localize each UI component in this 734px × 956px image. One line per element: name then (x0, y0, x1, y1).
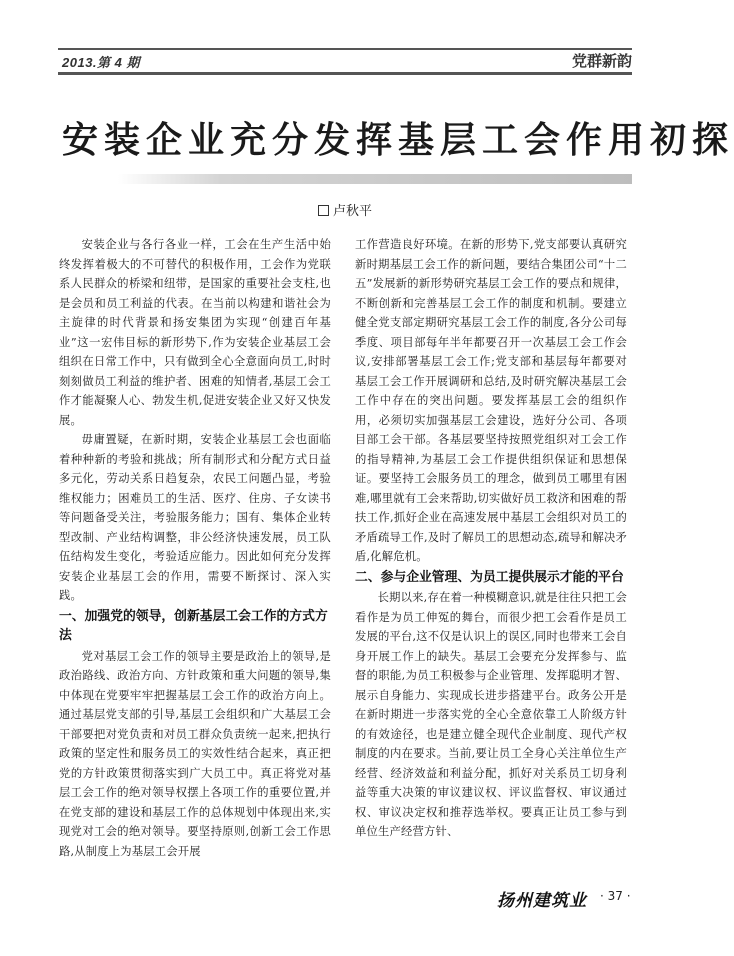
paragraph: 党对基层工会工作的领导主要是政治上的领导,是政治路线、政治方向、方针政策和重大问题的领导,集中体现在党要牢牢把握基层工会工作的政治方向上。通过基层党支部的引导,基层工会组织和广大基层工会干部要把对党负责和对员工群众负责统一起来,把执行政策的坚定性和服务员工的实效性结合起来，真正把党的方针政策贯彻落实到广大员工中。真正将党对基层工会工作的绝对领导权摆上各项工作的重要位置,并在党支部的建设和基层工作的总体规划中体现出来,实现党对工会的绝对领导。要坚持原则,创新工会工作思路,从制度上为基层工会开展 (59, 649, 331, 858)
paragraph: 毋庸置疑，在新时期，安装企业基层工会也面临着种种新的考验和挑战；所有制形式和分配方式日益多元化，劳动关系日趋复杂，农民工问题凸显，考验维权能力；困难员工的生活、医疗、住房、子女读书等问题备受关注，考验服务能力；国有、集体企业转型改制、产业结构调整，非公经济快速发展，员工队伍结构发生变化，考验适应能力。因此如何充分发挥安装企业基层工会的作用，需要不断探讨、深入实践。 (59, 433, 331, 602)
issue-label: 2013.第 4 期 (62, 55, 140, 70)
article-title: 安装企业充分发挥基层工会作用初探 (62, 119, 734, 161)
author-line (318, 200, 438, 220)
paragraph: 安装企业与各行各业一样，工会在生产生活中始终发挥着极大的不可替代的积极作用，工会作为党联系人民群众的桥梁和纽带，是国家的重要社会支柱,也是会员和员工利益的代表。在当前以构建和谐社会为主旋律的时代背景和扬安集团为实现“创建百年基业”这一宏伟目标的新形势下,作为安装企业基层工会组织在日常工作中，只有做到全心全意面向员工,时时刻刻做员工利益的维护者、困难的知情者,基层工会工作才能凝聚人心、勃发生机,促进安装企业又好又快发展。 (59, 238, 331, 427)
header-rule-bottom (58, 72, 632, 75)
page-number: · 37 · (600, 889, 631, 903)
paragraph: 工作营造良好环境。在新的形势下,党支部要认真研究新时期基层工会工作的新问题，要结合集团公司“十二五”发展新的新形势研究基层工会工作的要点和规律，不断创新和完善基层工会工作的制度和机制。要建立健全党支部定期研究基层工会工作的制度,各分公司每季度、项目部每年半年都要召开一次基层工会工作会议,安排部署基层工会工作;党支部和基层每年都要对基层工会工作开展调研和总结,及时研究解决基层工会工作中存在的突出问题。要发挥基层工会的组织作用，必须切实加强基层工会建设，选好分公司、各项目部工会干部。各基层要坚持按照党组织对工会工作的指导精神,为基层工会工作提供组织保证和思想保证。要坚持工会服务员工的理念，做到员工哪里有困难,哪里就有工会来帮助,切实做好员工救济和困难的帮扶工作,抓好企业在高速发展中基层工会组织对员工的矛盾疏导工作,及时了解员工的思想动态,疏导和解决矛盾,化解危机。 (355, 238, 628, 563)
text-column-right (355, 235, 627, 865)
section-heading: 一、加强党的领导，创新基层工会工作的方式方法 (59, 608, 328, 643)
square-icon (318, 205, 329, 216)
text-column-left (59, 235, 331, 865)
title-gradient-bar (118, 174, 632, 184)
paragraph: 长期以来,存在着一种模糊意识,就是往往只把工会看作是为员工伸冤的舞台，而很少把工会看作是员工发展的平台,这不仅是认识上的误区,同时也带来工会自身开展工作上的缺失。基层工会要充分发挥参与、监督的职能,为员工积极参与企业管理、发挥聪明才智、展示自身能力、实现成长进步搭建平台。政务公开是在新时期进一步落实党的全心全意依靠工人阶级方针的有效途径，也是建立健全现代企业制度、现代产权制度的内在要求。当前,要让员工全身心关注单位生产经营、经济效益和利益分配，抓好对关系员工切身利益等重大决策的审议建议权、评议监督权、审议通过权、审议决定权和推荐选举权。要真正让员工参与到单位生产经营方针、 (355, 591, 628, 838)
column-name: 党群新韵 (571, 52, 632, 70)
publication-brand: 扬州建筑业 (497, 891, 587, 911)
author-name: 卢秋平 (333, 204, 373, 219)
section-heading: 二、参与企业管理、为员工提供展示才能的平台 (355, 569, 624, 585)
